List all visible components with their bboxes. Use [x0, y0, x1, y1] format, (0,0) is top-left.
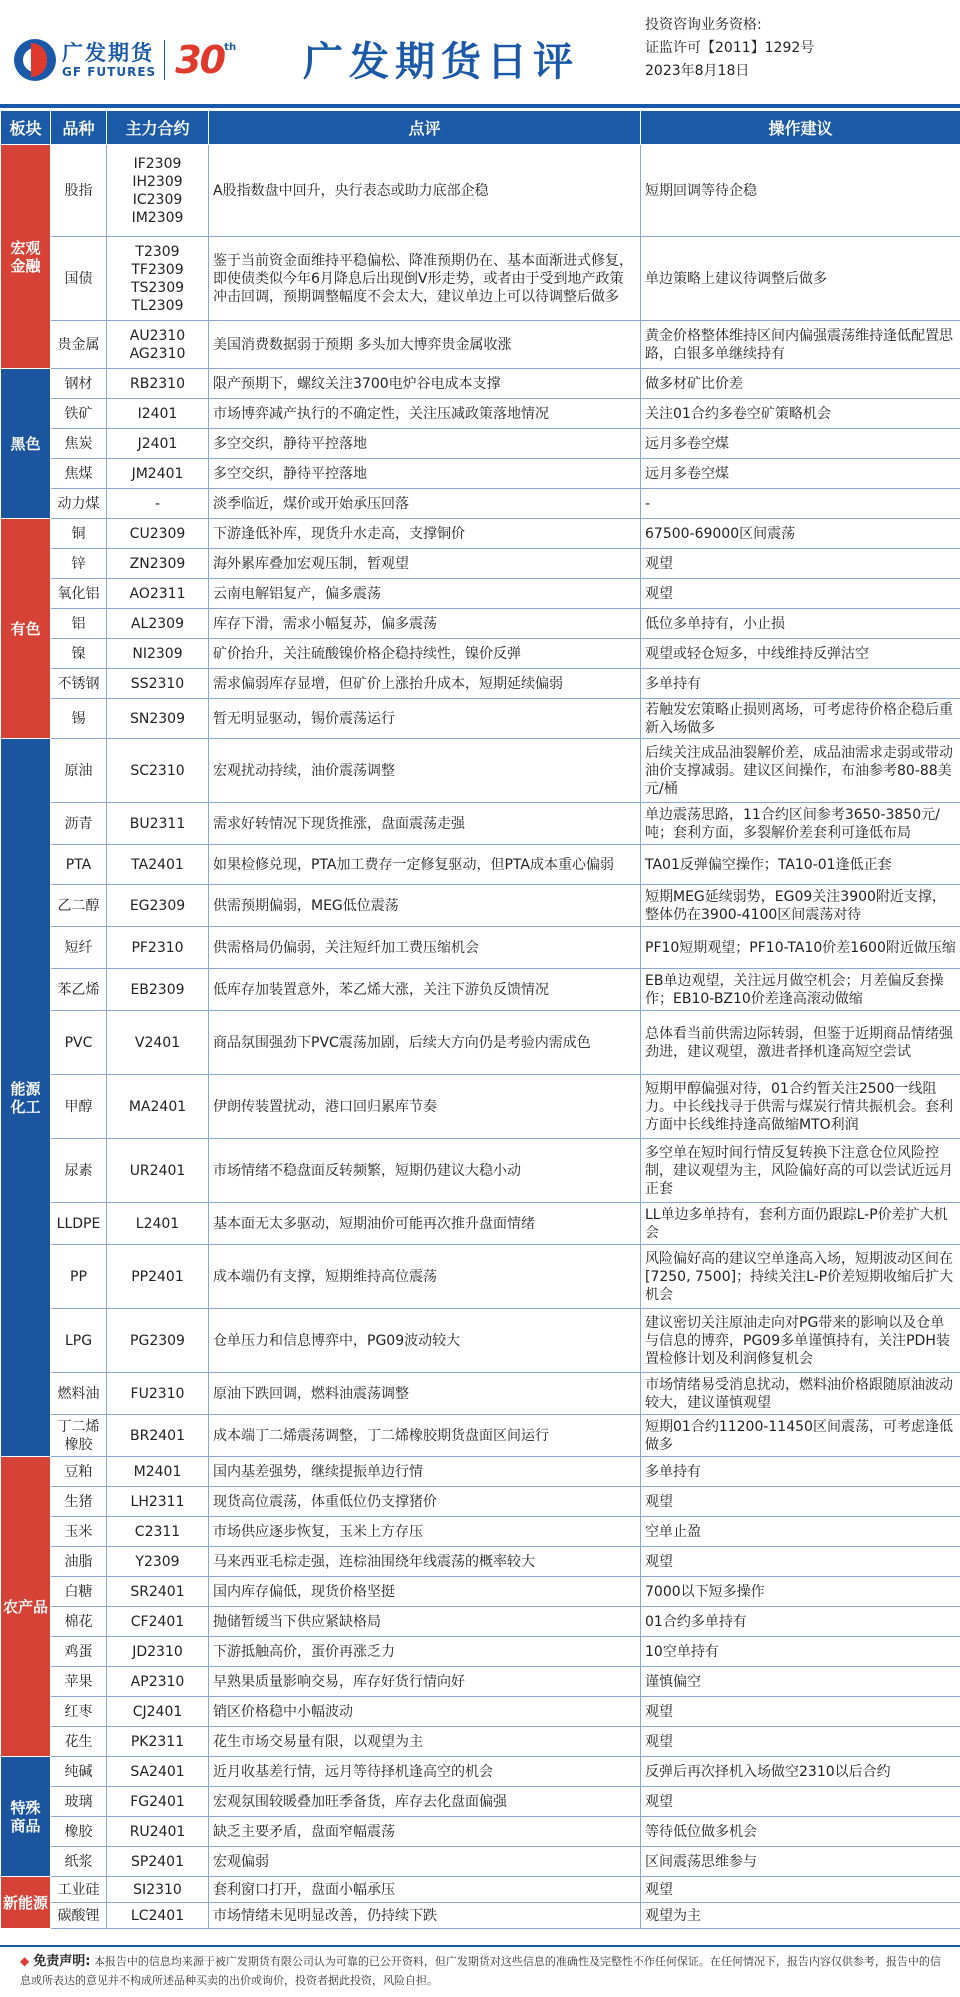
contract-cell: IF2309 IH2309 IC2309 IM2309 — [107, 145, 209, 237]
table-body — [1, 145, 960, 1929]
comment-cell: 花生市场交易量有限，以观望为主 — [209, 1727, 641, 1757]
contract-cell: SP2401 — [107, 1847, 209, 1877]
advice-cell: 短期01合约11200-11450区间震荡，可考虑逢低做多 — [641, 1415, 960, 1457]
variety-cell: 鸡蛋 — [51, 1637, 107, 1667]
contract-cell: CF2401 — [107, 1607, 209, 1637]
contract-cell: JD2310 — [107, 1637, 209, 1667]
comment-cell: 国内基差强势，继续提振单边行情 — [209, 1457, 641, 1487]
comment-cell: 下游抵触高价，蛋价再涨乏力 — [209, 1637, 641, 1667]
variety-cell: 焦炭 — [51, 429, 107, 459]
advice-cell: 远月多卷空煤 — [641, 459, 960, 489]
table-row — [1, 1373, 960, 1415]
contract-cell: PF2310 — [107, 927, 209, 969]
variety-cell: 苹果 — [51, 1667, 107, 1697]
disclaimer-label: 免责声明: — [33, 1954, 91, 1969]
variety-cell: 贵金属 — [51, 321, 107, 369]
variety-cell: PP — [51, 1245, 107, 1309]
advice-cell: 多单持有 — [641, 669, 960, 699]
comment-cell: 销区价格稳中小幅波动 — [209, 1697, 641, 1727]
comment-cell: 伊朗传装置扰动，港口回归累库节奏 — [209, 1075, 641, 1139]
advice-cell: 空单止盈 — [641, 1517, 960, 1547]
table-row — [1, 1011, 960, 1075]
variety-cell: 豆粕 — [51, 1457, 107, 1487]
advice-cell: 后续关注成品油裂解价差，成品油需求走弱或带动油价支撑减弱。建议区间操作，布油参考80-88美元/桶 — [641, 739, 960, 803]
contract-cell: V2401 — [107, 1011, 209, 1075]
contract-cell: C2311 — [107, 1517, 209, 1547]
variety-cell: LLDPE — [51, 1203, 107, 1245]
table-row — [1, 669, 960, 699]
variety-cell: 原油 — [51, 739, 107, 803]
table-row — [1, 369, 960, 399]
advice-cell: 观望 — [641, 1547, 960, 1577]
table-row — [1, 1903, 960, 1929]
col-sector: 板块 — [1, 111, 51, 145]
comment-cell: 宏观扰动持续，油价震荡调整 — [209, 739, 641, 803]
table-row — [1, 927, 960, 969]
advice-cell: 等待低位做多机会 — [641, 1817, 960, 1847]
advice-cell: 67500-69000区间震荡 — [641, 519, 960, 549]
advice-cell: 观望 — [641, 1787, 960, 1817]
variety-cell: 乙二醇 — [51, 885, 107, 927]
advice-cell: 黄金价格整体维持区间内偏强震荡维持逢低配置思路，白银多单继续持有 — [641, 321, 960, 369]
comment-cell: 市场供应逐步恢复，玉米上方存压 — [209, 1517, 641, 1547]
comment-cell: 基本面无太多驱动，短期油价可能再次推升盘面情绪 — [209, 1203, 641, 1245]
comment-cell: 早熟果质量影响交易，库存好货行情向好 — [209, 1667, 641, 1697]
table-row — [1, 1203, 960, 1245]
variety-cell: 玻璃 — [51, 1787, 107, 1817]
contract-cell: I2401 — [107, 399, 209, 429]
sector-cell: 新能源 — [1, 1877, 51, 1929]
table-row — [1, 845, 960, 885]
advice-cell: 单边策略上建议待调整后做多 — [641, 237, 960, 321]
comment-cell: 限产预期下，螺纹关注3700电炉谷电成本支撑 — [209, 369, 641, 399]
table-row — [1, 321, 960, 369]
variety-cell: 玉米 — [51, 1517, 107, 1547]
variety-cell: LPG — [51, 1309, 107, 1373]
table-row — [1, 639, 960, 669]
contract-cell: SC2310 — [107, 739, 209, 803]
advice-cell: 区间震荡思维参与 — [641, 1847, 960, 1877]
contract-cell: PG2309 — [107, 1309, 209, 1373]
table-row — [1, 1245, 960, 1309]
contract-cell: EG2309 — [107, 885, 209, 927]
advice-cell: 观望 — [641, 1877, 960, 1903]
comment-cell: 鉴于当前资金面维持平稳偏松、降准预期仍在、基本面渐进式修复，即使债类似今年6月降息后出现倒V形走势，或者由于受到地产政策冲击回调，预期调整幅度不会太大，建议单边上可以待调整后做多 — [209, 237, 641, 321]
advice-cell: 关注01合约多卷空矿策略机会 — [641, 399, 960, 429]
table-row — [1, 1697, 960, 1727]
advice-cell: 观望或轻仓短多，中线维持反弹沽空 — [641, 639, 960, 669]
contract-cell: AO2311 — [107, 579, 209, 609]
contract-cell: BU2311 — [107, 803, 209, 845]
contract-cell: AU2310 AG2310 — [107, 321, 209, 369]
advice-cell: 若触发宏策略止损则离场，可考虑待价格企稳后重新入场做多 — [641, 699, 960, 739]
variety-cell: 锡 — [51, 699, 107, 739]
contract-cell: SN2309 — [107, 699, 209, 739]
report-header — [0, 0, 960, 108]
comment-cell: 云南电解铝复产，偏多震荡 — [209, 579, 641, 609]
sector-cell: 农产品 — [1, 1457, 51, 1757]
table-row — [1, 1487, 960, 1517]
variety-cell: 丁二烯 橡胶 — [51, 1415, 107, 1457]
table-row — [1, 699, 960, 739]
license-number: 证监许可【2011】1292号 — [645, 40, 815, 56]
comment-cell: 现货高位震荡，体重低位仍支撑猪价 — [209, 1487, 641, 1517]
report-meta — [645, 14, 814, 83]
comment-cell: 低库存加装置意外，苯乙烯大涨，关注下游负反馈情况 — [209, 969, 641, 1011]
disclaimer-text: 本报告中的信息均来源于被广发期货有限公司认为可靠的已公开资料，但广发期货对这些信息的准确性及完整性不作任何保证。在任何情况下，报告内容仅供参考，报告中的信息或所表达的意见并不构成所述品种买卖的出价或询价，投资者据此投资，风险自担。 — [20, 1955, 941, 1987]
variety-cell: 铝 — [51, 609, 107, 639]
comment-cell: 成本端丁二烯震荡调整，丁二烯橡胶期货盘面区间运行 — [209, 1415, 641, 1457]
col-comment: 点评 — [209, 111, 641, 145]
comment-cell: 需求偏弱库存显增，但矿价上涨抬升成本，短期延续偏弱 — [209, 669, 641, 699]
comment-cell: 国内库存偏低，现货价格坚挺 — [209, 1577, 641, 1607]
contract-cell: RB2310 — [107, 369, 209, 399]
sector-cell: 有色 — [1, 519, 51, 739]
comment-cell: 多空交织，静待平控落地 — [209, 429, 641, 459]
variety-cell: 尿素 — [51, 1139, 107, 1203]
gf-logo-icon — [14, 39, 56, 81]
contract-cell: BR2401 — [107, 1415, 209, 1457]
sector-cell: 能源 化工 — [1, 739, 51, 1457]
contract-cell: JM2401 — [107, 459, 209, 489]
advice-cell: 观望 — [641, 1487, 960, 1517]
comment-cell: 套利窗口打开，盘面小幅承压 — [209, 1877, 641, 1903]
contract-cell: PP2401 — [107, 1245, 209, 1309]
table-row — [1, 969, 960, 1011]
table-row — [1, 579, 960, 609]
contract-cell: SR2401 — [107, 1577, 209, 1607]
comment-cell: 市场情绪不稳盘面反转频繁，短期仍建议大稳小动 — [209, 1139, 641, 1203]
advice-cell: 多空单在短时间行情反复转换下注意仓位风险控制，建议观望为主，风险偏好高的可以尝试近远月正套 — [641, 1139, 960, 1203]
table-row — [1, 145, 960, 237]
contract-cell: T2309 TF2309 TS2309 TL2309 — [107, 237, 209, 321]
variety-cell: 锌 — [51, 549, 107, 579]
contract-cell: SA2401 — [107, 1757, 209, 1787]
table-row — [1, 489, 960, 519]
logo-divider — [164, 40, 165, 80]
report-date: 2023年8月18日 — [645, 63, 750, 79]
comment-cell: 淡季临近，煤价或开始承压回落 — [209, 489, 641, 519]
sector-cell: 宏观 金融 — [1, 145, 51, 369]
variety-cell: 纯碱 — [51, 1757, 107, 1787]
report-title: 广发期货日评 — [303, 39, 579, 85]
comment-cell: 原油下跌回调，燃料油震荡调整 — [209, 1373, 641, 1415]
comment-cell: 矿价抬升，关注硫酸镍价格企稳持续性，镍价反弹 — [209, 639, 641, 669]
variety-cell: 甲醇 — [51, 1075, 107, 1139]
contract-cell: FG2401 — [107, 1787, 209, 1817]
advice-cell: 低位多单持有，小止损 — [641, 609, 960, 639]
advice-cell: 反弹后再次择机入场做空2310以后合约 — [641, 1757, 960, 1787]
contract-cell: SI2310 — [107, 1877, 209, 1903]
table-row — [1, 1847, 960, 1877]
comment-cell: 成本端仍有支撑，短期维持高位震荡 — [209, 1245, 641, 1309]
comment-cell: 下游逢低补库，现货升水走高，支撑铜价 — [209, 519, 641, 549]
contract-cell: M2401 — [107, 1457, 209, 1487]
advice-cell: EB单边观望，关注远月做空机会；月差偏反套操作；EB10-BZ10价差逢高滚动做缩 — [641, 969, 960, 1011]
table-row — [1, 459, 960, 489]
contract-cell: J2401 — [107, 429, 209, 459]
comment-cell: 美国消费数据弱于预期 多头加大博弈贵金属收涨 — [209, 321, 641, 369]
sector-cell: 黑色 — [1, 369, 51, 519]
comment-cell: 抛储暂缓当下供应紧缺格局 — [209, 1607, 641, 1637]
col-contract: 主力合约 — [107, 111, 209, 145]
advice-cell: 观望 — [641, 1697, 960, 1727]
advice-cell: - — [641, 489, 960, 519]
advice-cell: 短期甲醇偏强对待，01合约暂关注2500一线阻力。中长线找寻于供需与煤炭行情共振机会。套利方面中长线维持逢高做缩MTO利润 — [641, 1075, 960, 1139]
logo-english-name: GF FUTURES — [62, 65, 157, 79]
comment-cell: 如果检修兑现，PTA加工费存一定修复驱动，但PTA成本重心偏弱 — [209, 845, 641, 885]
advice-cell: 多单持有 — [641, 1457, 960, 1487]
anniversary-badge — [175, 38, 237, 82]
comment-cell: 供需格局仍偏弱，关注短纤加工费压缩机会 — [209, 927, 641, 969]
license-label: 投资咨询业务资格: — [645, 17, 762, 33]
variety-cell: 花生 — [51, 1727, 107, 1757]
advice-cell: 10空单持有 — [641, 1637, 960, 1667]
contract-cell: AL2309 — [107, 609, 209, 639]
comment-cell: 宏观偏弱 — [209, 1847, 641, 1877]
table-row — [1, 1727, 960, 1757]
comment-cell: 缺乏主要矛盾，盘面窄幅震荡 — [209, 1817, 641, 1847]
variety-cell: 生猪 — [51, 1487, 107, 1517]
diamond-bullet-icon: ◆ — [20, 1954, 30, 1968]
variety-cell: 苯乙烯 — [51, 969, 107, 1011]
variety-cell: 氧化铝 — [51, 579, 107, 609]
contract-cell: SS2310 — [107, 669, 209, 699]
comment-cell: 市场博弈减产执行的不确定性，关注压减政策落地情况 — [209, 399, 641, 429]
advice-cell: 单边震荡思路，11合约区间参考3650-3850元/吨；套利方面，多裂解价差套利可逢低布局 — [641, 803, 960, 845]
advice-cell: LL单边多单持有，套利方面仍跟踪L-P价差扩大机会 — [641, 1203, 960, 1245]
contract-cell: NI2309 — [107, 639, 209, 669]
advice-cell: 市场情绪易受消息扰动，燃料油价格跟随原油波动较大，建议谨慎观望 — [641, 1373, 960, 1415]
table-row — [1, 1667, 960, 1697]
advice-cell: PF10短期观望；PF10-TA10价差1600附近做压缩 — [641, 927, 960, 969]
table-row — [1, 429, 960, 459]
table-row — [1, 1817, 960, 1847]
table-row — [1, 1757, 960, 1787]
comment-cell: 宏观氛围较暖叠加旺季备货，库存去化盘面偏强 — [209, 1787, 641, 1817]
table-row — [1, 1637, 960, 1667]
anniversary-suffix: th — [224, 42, 237, 53]
comment-cell: 市场情绪未见明显改善，仍持续下跌 — [209, 1903, 641, 1929]
col-advice: 操作建议 — [641, 111, 960, 145]
comment-cell: 马来西亚毛棕走强，连棕油围绕年线震荡的概率较大 — [209, 1547, 641, 1577]
table-row — [1, 1577, 960, 1607]
comment-cell: A股指数盘中回升，央行表态或助力底部企稳 — [209, 145, 641, 237]
logo-chinese-name: 广发期货 — [62, 41, 154, 65]
advice-cell: 总体看当前供需边际转弱，但鉴于近期商品情绪强劲进，建议观望，激进者择机逢高短空尝试 — [641, 1011, 960, 1075]
variety-cell: 镍 — [51, 639, 107, 669]
table-row — [1, 237, 960, 321]
contract-cell: CU2309 — [107, 519, 209, 549]
advice-cell: 01合约多单持有 — [641, 1607, 960, 1637]
comment-cell: 暂无明显驱动，锡价震荡运行 — [209, 699, 641, 739]
table-row — [1, 549, 960, 579]
advice-cell: 风险偏好高的建议空单逢高入场，短期波动区间在[7250, 7500]；持续关注L-P价差短期收缩后扩大机会 — [641, 1245, 960, 1309]
advice-cell: 观望 — [641, 579, 960, 609]
variety-cell: 油脂 — [51, 1547, 107, 1577]
variety-cell: 棉花 — [51, 1607, 107, 1637]
contract-cell: ZN2309 — [107, 549, 209, 579]
advice-cell: 建议密切关注原油走向对PG带来的影响以及仓单与信息的博弈，PG09多单谨慎持有，关注PDH装置检修计划及利润修复机会 — [641, 1309, 960, 1373]
contract-cell: L2401 — [107, 1203, 209, 1245]
variety-cell: 不锈钢 — [51, 669, 107, 699]
table-row — [1, 739, 960, 803]
variety-cell: 橡胶 — [51, 1817, 107, 1847]
variety-cell: 焦煤 — [51, 459, 107, 489]
variety-cell: PVC — [51, 1011, 107, 1075]
variety-cell: 铜 — [51, 519, 107, 549]
advice-cell: 观望 — [641, 549, 960, 579]
contract-cell: LC2401 — [107, 1903, 209, 1929]
comment-cell: 供需预期偏弱，MEG低位震荡 — [209, 885, 641, 927]
variety-cell: 钢材 — [51, 369, 107, 399]
disclaimer — [20, 1952, 950, 1990]
table-row — [1, 1415, 960, 1457]
variety-cell: 动力煤 — [51, 489, 107, 519]
variety-cell: 燃料油 — [51, 1373, 107, 1415]
header-rule — [0, 104, 960, 108]
variety-cell: 红枣 — [51, 1697, 107, 1727]
variety-cell: 碳酸锂 — [51, 1903, 107, 1929]
advice-cell: 谨慎偏空 — [641, 1667, 960, 1697]
variety-cell: 纸浆 — [51, 1847, 107, 1877]
table-row — [1, 519, 960, 549]
variety-cell: 短纤 — [51, 927, 107, 969]
variety-cell: 沥青 — [51, 803, 107, 845]
anniversary-number: 30 — [175, 38, 225, 82]
contract-cell: RU2401 — [107, 1817, 209, 1847]
table-row — [1, 885, 960, 927]
table-row — [1, 803, 960, 845]
advice-cell: 观望 — [641, 1727, 960, 1757]
table-row — [1, 1877, 960, 1903]
contract-cell: CJ2401 — [107, 1697, 209, 1727]
variety-cell: 股指 — [51, 145, 107, 237]
advice-cell: 短期MEG延续弱势，EG09关注3900附近支撑，整体仍在3900-4100区间震荡对待 — [641, 885, 960, 927]
advice-cell: 短期回调等待企稳 — [641, 145, 960, 237]
table-row — [1, 399, 960, 429]
variety-cell: 工业硅 — [51, 1877, 107, 1903]
table-row — [1, 1309, 960, 1373]
table-row — [1, 1547, 960, 1577]
contract-cell: AP2310 — [107, 1667, 209, 1697]
comment-cell: 多空交织，静待平控落地 — [209, 459, 641, 489]
contract-cell: MA2401 — [107, 1075, 209, 1139]
contract-cell: PK2311 — [107, 1727, 209, 1757]
table-row — [1, 1607, 960, 1637]
footer-rule — [0, 1945, 960, 1947]
company-logo — [14, 38, 237, 82]
table-row — [1, 1457, 960, 1487]
col-variety: 品种 — [51, 111, 107, 145]
table-header-row — [1, 111, 960, 145]
contract-cell: EB2309 — [107, 969, 209, 1011]
table-row — [1, 1139, 960, 1203]
contract-cell: LH2311 — [107, 1487, 209, 1517]
comment-cell: 仓单压力和信息博弈中，PG09波动较大 — [209, 1309, 641, 1373]
comment-cell: 库存下滑，需求小幅复苏，偏多震荡 — [209, 609, 641, 639]
commentary-table — [0, 110, 960, 1929]
contract-cell: Y2309 — [107, 1547, 209, 1577]
variety-cell: PTA — [51, 845, 107, 885]
advice-cell: TA01反弹偏空操作；TA10-01逢低正套 — [641, 845, 960, 885]
table-row — [1, 1075, 960, 1139]
contract-cell: - — [107, 489, 209, 519]
variety-cell: 白糖 — [51, 1577, 107, 1607]
advice-cell: 远月多卷空煤 — [641, 429, 960, 459]
comment-cell: 近月收基差行情，远月等待择机逢高空的机会 — [209, 1757, 641, 1787]
sector-cell: 特殊 商品 — [1, 1757, 51, 1877]
variety-cell: 国债 — [51, 237, 107, 321]
advice-cell: 做多材矿比价差 — [641, 369, 960, 399]
advice-cell: 7000以下短多操作 — [641, 1577, 960, 1607]
table-row — [1, 1517, 960, 1547]
contract-cell: UR2401 — [107, 1139, 209, 1203]
table-row — [1, 1787, 960, 1817]
contract-cell: TA2401 — [107, 845, 209, 885]
variety-cell: 铁矿 — [51, 399, 107, 429]
comment-cell: 商品氛围强劲下PVC震荡加剧，后续大方向仍是考验内需成色 — [209, 1011, 641, 1075]
table-row — [1, 609, 960, 639]
contract-cell: FU2310 — [107, 1373, 209, 1415]
advice-cell: 观望为主 — [641, 1903, 960, 1929]
comment-cell: 需求好转情况下现货推涨，盘面震荡走强 — [209, 803, 641, 845]
comment-cell: 海外累库叠加宏观压制，暂观望 — [209, 549, 641, 579]
